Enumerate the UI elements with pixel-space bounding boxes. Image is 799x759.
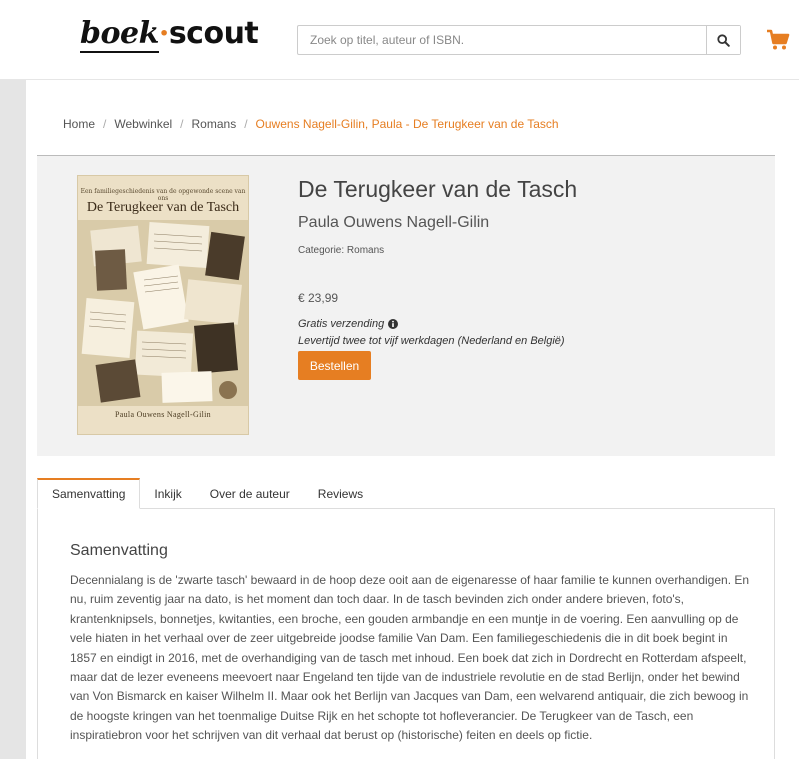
info-icon[interactable] [388,319,398,329]
product-price: € 23,99 [298,291,339,305]
breadcrumb-current: Ouwens Nagell-Gilin, Paula - De Terugkeer van de Tasch [255,117,559,131]
site-header [0,0,799,80]
logo-dot: · [158,16,169,51]
cover-title: De Terugkeer van de Tasch [86,200,240,215]
search-bar [297,25,741,55]
cover-collage-image [78,220,249,406]
cart-icon [766,28,790,52]
search-icon [717,34,730,47]
tab-content [37,509,775,759]
book-cover[interactable] [77,175,249,435]
summary-heading: Samenvatting [70,542,168,559]
logo-part-boek: boek [80,16,159,51]
product-tabs [37,478,775,509]
tab-inkijk[interactable]: Inkijk [154,486,182,501]
product-panel [37,155,775,456]
delivery-time: Levertijd twee tot vijf werkdagen (Nederland en België) [298,335,565,347]
order-button[interactable]: Bestellen [298,351,371,380]
shipping-info [298,318,398,330]
search-button[interactable] [706,26,740,54]
cover-author: Paula Ouwens Nagell-Gilin [115,410,211,419]
tab-over-de-auteur[interactable]: Over de auteur [209,486,290,501]
cart-button[interactable] [766,28,790,52]
logo-part-scout: scout [168,16,259,51]
breadcrumb-separator: / [244,117,248,131]
left-side-strip [0,80,26,759]
tab-samenvatting[interactable]: Samenvatting [37,478,140,509]
product-title: De Terugkeer van de Tasch [298,176,578,202]
breadcrumb-romans[interactable]: Romans [191,117,237,131]
site-logo[interactable] [80,14,258,54]
breadcrumb-webwinkel[interactable]: Webwinkel [114,117,173,131]
cover-tagline: Een familiegeschiedenis van de opgewonde scene van ons [80,188,246,202]
tab-reviews[interactable]: Reviews [317,486,364,501]
breadcrumb-home[interactable]: Home [63,117,96,131]
search-input[interactable] [298,26,706,54]
shipping-label: Gratis verzending [298,318,385,330]
product-author[interactable]: Paula Ouwens Nagell-Gilin [298,214,490,231]
breadcrumb-separator: / [180,117,184,131]
breadcrumb-separator: / [103,117,107,131]
product-category: Categorie: Romans [298,245,385,256]
summary-text: Decennialang is de 'zwarte tasch' bewaard in de hoop deze ooit aan de eigenaresse of haar familie te kunnen overhandigen. En nu, ruim zeventig jaar na dato, is het moment dan toch daar. In de tasch bevinden zich onder andere brieven, foto's, krantenknipsels, bonnetjes, kwitanties, een broche, een gouden armbandje en een muntje in de voering. Een aanvulling op de vele hiaten in het verhaal over de zeer uitgebreide joodse familie Van Dam. Een familiegeschiedenis die in dit boek begint in 1857 en eindigt in 2016, met de overhandiging van de tasch met inhoud. Een boek dat zich in Dordrecht en Rotterdam afspeelt, maar dat de lezer eveneens meevoert naar Engeland ten tijde van de industriele revolutie en de stad Berlijn, onder het bewind van Von Bismarck en kaiser Wilhelm II. Maar ook het Berlijn van Jacques van Dam, een welvarend antiquair, die zich bewoog in de hoogste kringen van het toenmalige Duitse Rijk en het schopte tot hofleverancier. De Terugkeer van de Tasch, een inspiratiebron voor het schrijven van dit verhaal dat berust op (historische) feiten en deels op fictie. [70,573,750,743]
breadcrumb [63,117,559,131]
